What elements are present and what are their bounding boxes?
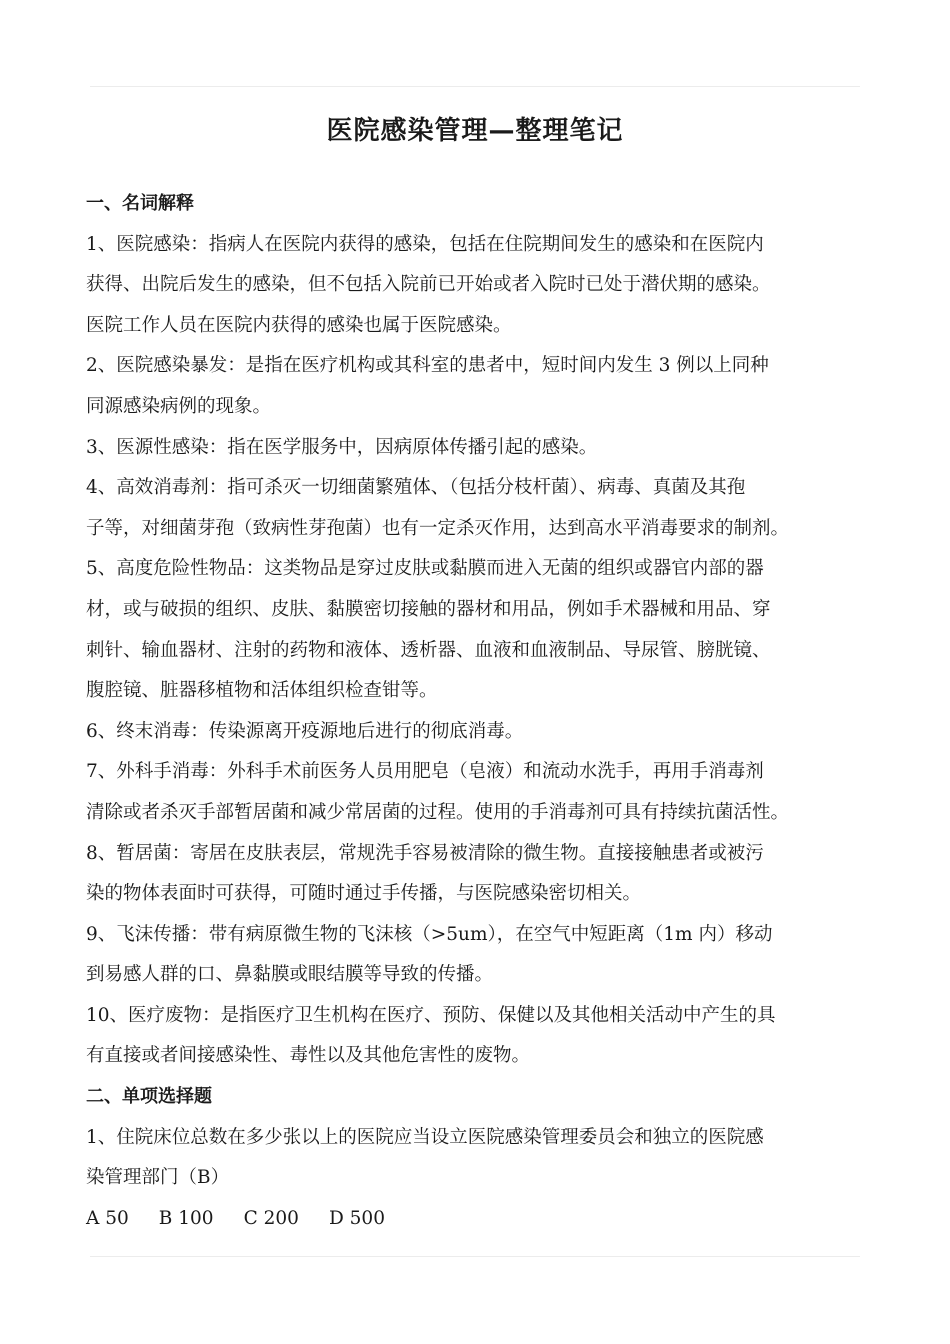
question-1-options xyxy=(86,1199,866,1240)
definition-line: 7、外科手消毒：外科手术前医务人员用肥皂（皂液）和流动水洗手，再用手消毒剂 xyxy=(86,761,764,783)
definition-line: 清除或者杀灭手部暂居菌和减少常居菌的过程。使用的手消毒剂可具有持续抗菌活性。 xyxy=(86,801,790,823)
question-1 xyxy=(86,1118,866,1199)
definition-line: 获得、出院后发生的感染，但不包括入院前已开始或者入院时已处于潜伏期的感染。 xyxy=(86,274,771,296)
definition-line: 10、医疗废物：是指医疗卫生机构在医疗、预防、保健以及其他相关活动中产生的具 xyxy=(86,1004,776,1026)
question-line: 1、住院床位总数在多少张以上的医院应当设立医院感染管理委员会和独立的医院感 xyxy=(86,1126,764,1148)
document-body xyxy=(86,184,866,1239)
definitions-list xyxy=(86,225,866,1077)
bottom-divider xyxy=(90,1256,860,1257)
definition-line: 9、飞沫传播：带有病原微生物的飞沫核（>5um），在空气中短距离（1m 内）移动 xyxy=(86,923,773,945)
section-heading-definitions: 一、名词解释 xyxy=(86,193,194,214)
top-divider xyxy=(90,86,860,87)
page-title: 医院感染管理—整理笔记 xyxy=(326,116,624,146)
definition-line: 医院工作人员在医院内获得的感染也属于医院感染。 xyxy=(86,314,512,336)
definition-line: 子等，对细菌芽孢（致病性芽孢菌）也有一定杀灭作用，达到高水平消毒要求的制剂。 xyxy=(86,517,790,539)
definition-line: 6、终末消毒：传染源离开疫源地后进行的彻底消毒。 xyxy=(86,720,524,742)
section-heading-single-choice: 二、单项选择题 xyxy=(86,1086,212,1108)
option-b: B 100 xyxy=(158,1207,214,1229)
definition-line: 4、高效消毒剂：指可杀灭一切细菌繁殖体、（包括分枝杆菌）、病毒、真菌及其孢 xyxy=(86,477,746,499)
definition-line: 有直接或者间接感染性、毒性以及其他危害性的废物。 xyxy=(86,1045,531,1067)
definition-line: 到易感人群的口、鼻黏膜或眼结膜等导致的传播。 xyxy=(86,964,494,986)
definition-line: 5、高度危险性物品：这类物品是穿过皮肤或黏膜而进入无菌的组织或器官内部的器 xyxy=(86,558,764,580)
option-c: C 200 xyxy=(243,1207,299,1229)
definition-line: 3、医源性感染：指在医学服务中，因病原体传播引起的感染。 xyxy=(86,436,598,458)
definition-line: 材，或与破损的组织、皮肤、黏膜密切接触的器材和用品，例如手术器械和用品、穿 xyxy=(86,598,771,620)
definition-line: 腹腔镜、脏器移植物和活体组织检查钳等。 xyxy=(86,680,438,702)
definition-line: 刺针、输血器材、注射的药物和液体、透析器、血液和血液制品、导尿管、膀胱镜、 xyxy=(86,639,771,661)
definition-line: 同源感染病例的现象。 xyxy=(86,395,272,417)
definition-line: 1、医院感染：指病人在医院内获得的感染，包括在住院期间发生的感染和在医院内 xyxy=(86,233,764,255)
definition-line: 2、医院感染暴发：是指在医疗机构或其科室的患者中，短时间内发生 3 例以上同种 xyxy=(86,355,769,377)
definition-line: 染的物体表面时可获得，可随时通过手传播，与医院感染密切相关。 xyxy=(86,883,642,905)
option-a: A 50 xyxy=(86,1207,129,1229)
question-line: 染管理部门（B） xyxy=(86,1167,230,1189)
option-d: D 500 xyxy=(328,1207,385,1229)
definition-line: 8、暂居菌：寄居在皮肤表层，常规洗手容易被清除的微生物。直接接触患者或被污 xyxy=(86,842,764,864)
